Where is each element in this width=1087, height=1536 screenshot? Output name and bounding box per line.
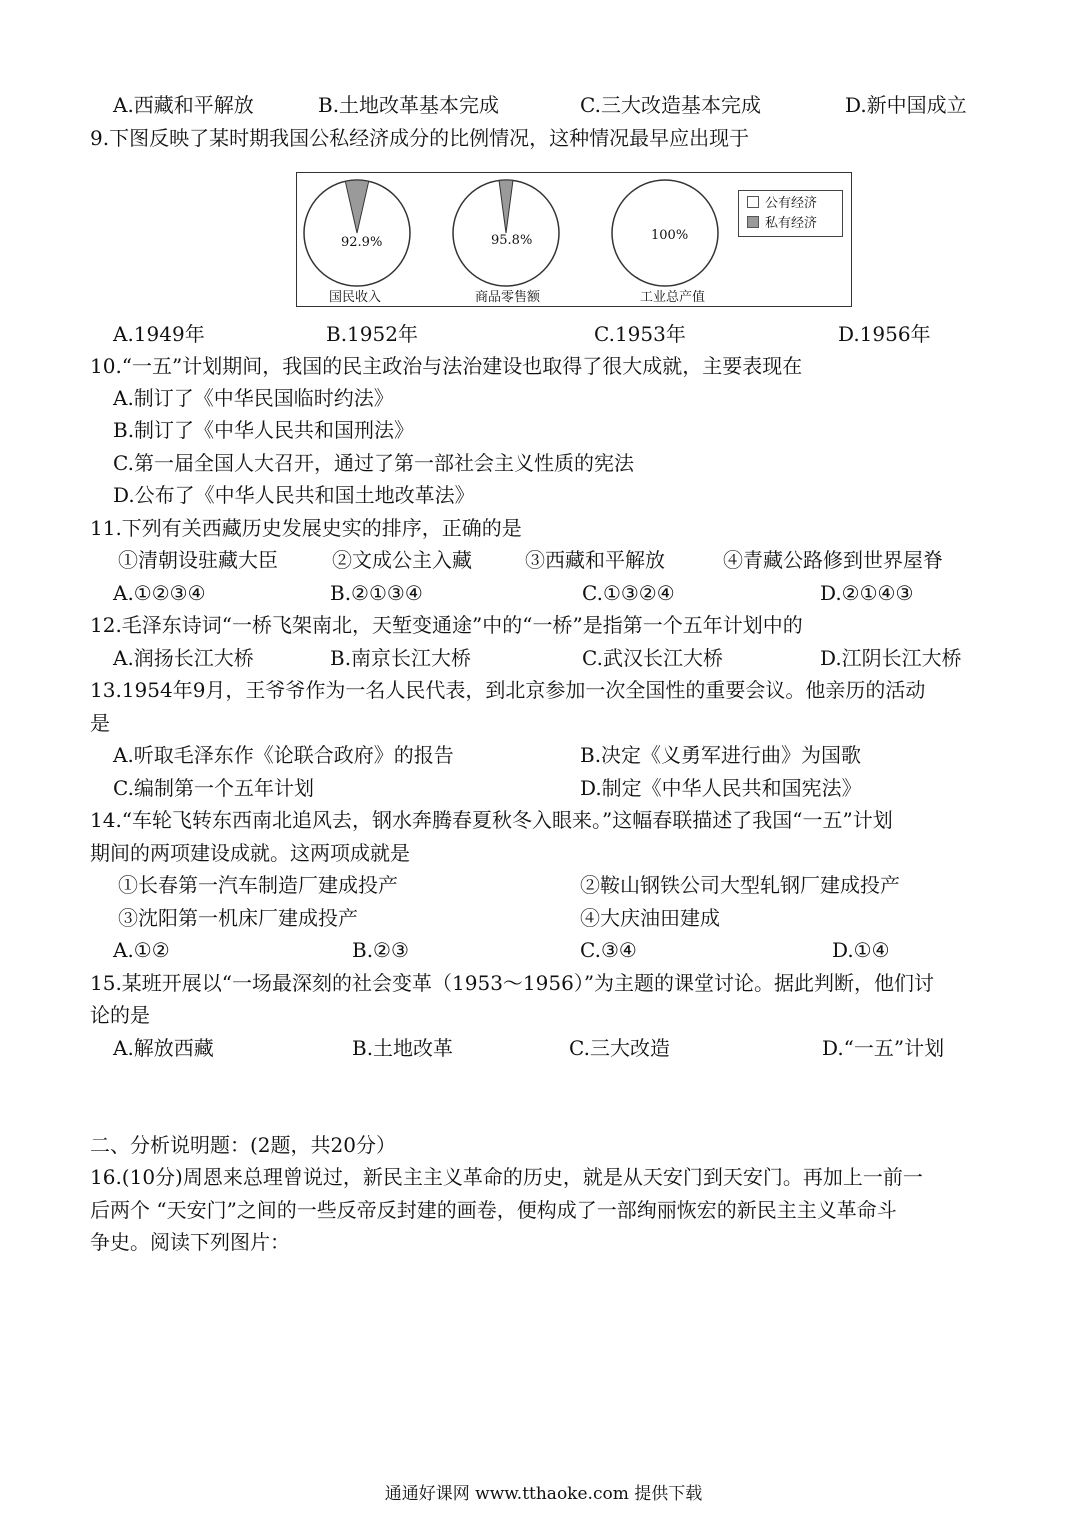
q12-options: [0, 644, 1087, 672]
q11-option-d: D.②①④③: [820, 581, 914, 605]
q9-option-a: A.1949年: [113, 322, 205, 346]
q14-items-row2: [0, 904, 1087, 932]
q14-option-a: A.①②: [113, 938, 170, 962]
q9-option-b: B.1952年: [326, 322, 418, 346]
q11-item-4: ④青藏公路修到世界屋脊: [723, 548, 943, 572]
q15-options: [0, 1034, 1087, 1062]
q10-option-d: D.公布了《中华人民共和国土地改革法》: [113, 483, 475, 507]
q14-option-d: D.①④: [832, 938, 890, 962]
q12-option-c: C.武汉长江大桥: [582, 646, 723, 670]
pie-value-label-retail-sales: 95.8%: [491, 233, 533, 248]
q13-option-c: C.编制第一个五年计划: [113, 776, 314, 800]
q11-items: [0, 546, 1087, 574]
q8-option-d: D.新中国成立: [845, 93, 967, 117]
q13-option-d: D.制定《中华人民共和国宪法》: [580, 776, 862, 800]
q9-option-c: C.1953年: [594, 322, 686, 346]
q14-option-c: C.③④: [580, 938, 637, 962]
q12-stem: 12.毛泽东诗词“一桥飞架南北，天堑变通途”中的“一桥”是指第一个五年计划中的: [90, 613, 803, 637]
q11-option-c: C.①③②④: [582, 581, 675, 605]
q14-item-4: ④大庆油田建成: [580, 906, 720, 930]
q14-stem-line2: 期间的两项建设成就。这两项成就是: [90, 841, 410, 865]
q15-stem-line2: 论的是: [90, 1003, 150, 1027]
q9-option-d: D.1956年: [838, 322, 931, 346]
pie-chart-figure: [296, 172, 852, 307]
q13-options-row1: [0, 741, 1087, 769]
q14-options: [0, 936, 1087, 964]
q11-item-3: ③西藏和平解放: [525, 548, 665, 572]
legend-label-private: 私有经济: [765, 216, 818, 231]
q15-option-c: C.三大改造: [569, 1036, 670, 1060]
chart-legend: [738, 190, 843, 237]
q8-options: [0, 91, 1087, 119]
q11-option-b: B.②①③④: [330, 581, 423, 605]
q8-option-a: A.西藏和平解放: [113, 93, 254, 117]
q13-stem-line2: 是: [90, 711, 110, 735]
q11-item-2: ②文成公主入藏: [332, 548, 472, 572]
q12-option-a: A.润扬长江大桥: [113, 646, 254, 670]
q11-options: [0, 579, 1087, 607]
q12-option-d: D.江阴长江大桥: [820, 646, 962, 670]
q9-stem: 9.下图反映了某时期我国公私经济成分的比例情况，这种情况最早应出现于: [90, 126, 750, 150]
pie-caption-retail-sales: 商品零售额: [475, 290, 541, 305]
page-footer: 通通好课网 www.tthaoke.com 提供下载: [384, 1484, 703, 1504]
q15-option-d: D.“一五”计划: [822, 1036, 945, 1060]
q13-option-a: A.听取毛泽东作《论联合政府》的报告: [113, 743, 454, 767]
pie-value-label-national-income: 92.9%: [341, 235, 383, 250]
q13-options-row2: [0, 774, 1087, 802]
q9-options: [0, 320, 1087, 348]
q14-items-row1: [0, 871, 1087, 899]
section2-heading: 二、分析说明题：(2题，共20分）: [90, 1133, 396, 1157]
q14-item-3: ③沈阳第一机床厂建成投产: [118, 906, 358, 930]
q15-stem-line1: 15.某班开展以“一场最深刻的社会变革（1953～1956）”为主题的课堂讨论。据此判断，他们讨: [90, 971, 935, 995]
q11-option-a: A.①②③④: [113, 581, 206, 605]
q16-line2: 后两个 “天安门”之间的一些反帝反封建的画卷，便构成了一部绚丽恢宏的新民主主义革命斗: [90, 1198, 897, 1222]
q14-stem-line1: 14.“车轮飞转东西南北追风去，钢水奔腾春夏秋冬入眼来。”这幅春联描述了我国“一五”计划: [90, 808, 893, 832]
q14-item-2: ②鞍山钢铁公司大型轧钢厂建成投产: [580, 873, 900, 897]
q10-option-a: A.制订了《中华民国临时约法》: [113, 386, 394, 410]
q16-line1: 16.(10分)周恩来总理曾说过，新民主主义革命的历史，就是从天安门到天安门。再加上一前一: [90, 1165, 923, 1189]
q10-option-c: C.第一届全国人大召开，通过了第一部社会主义性质的宪法: [113, 451, 634, 475]
q14-item-1: ①长春第一汽车制造厂建成投产: [118, 873, 398, 897]
legend-item-public: [747, 195, 817, 213]
pie-value-label-industrial-output: 100%: [651, 228, 689, 243]
q10-option-b: B.制订了《中华人民共和国刑法》: [113, 418, 415, 442]
q12-option-b: B.南京长江大桥: [330, 646, 472, 670]
legend-label-public: 公有经济: [765, 196, 818, 211]
q11-item-1: ①清朝设驻藏大臣: [118, 548, 278, 572]
q16-line3: 争史。阅读下列图片：: [90, 1230, 290, 1254]
q14-option-b: B.②③: [352, 938, 409, 962]
q15-option-a: A.解放西藏: [113, 1036, 214, 1060]
q10-stem: 10.“一五”计划期间，我国的民主政治与法治建设也取得了很大成就，主要表现在: [90, 354, 803, 378]
legend-item-private: [747, 215, 817, 233]
q13-stem-line1: 13.1954年9月，王爷爷作为一名人民代表，到北京参加一次全国性的重要会议。他亲历的活动: [90, 678, 926, 702]
pie-caption-industrial-output: 工业总产值: [640, 290, 706, 305]
legend-swatch-private: [747, 216, 759, 228]
legend-swatch-public: [747, 196, 759, 208]
q8-option-b: B.土地改革基本完成: [318, 93, 500, 117]
q8-option-c: C.三大改造基本完成: [580, 93, 761, 117]
pie-caption-national-income: 国民收入: [329, 290, 382, 305]
q11-stem: 11.下列有关西藏历史发展史实的排序，正确的是: [90, 516, 522, 540]
q15-option-b: B.土地改革: [352, 1036, 454, 1060]
q13-option-b: B.决定《义勇军进行曲》为国歌: [580, 743, 862, 767]
